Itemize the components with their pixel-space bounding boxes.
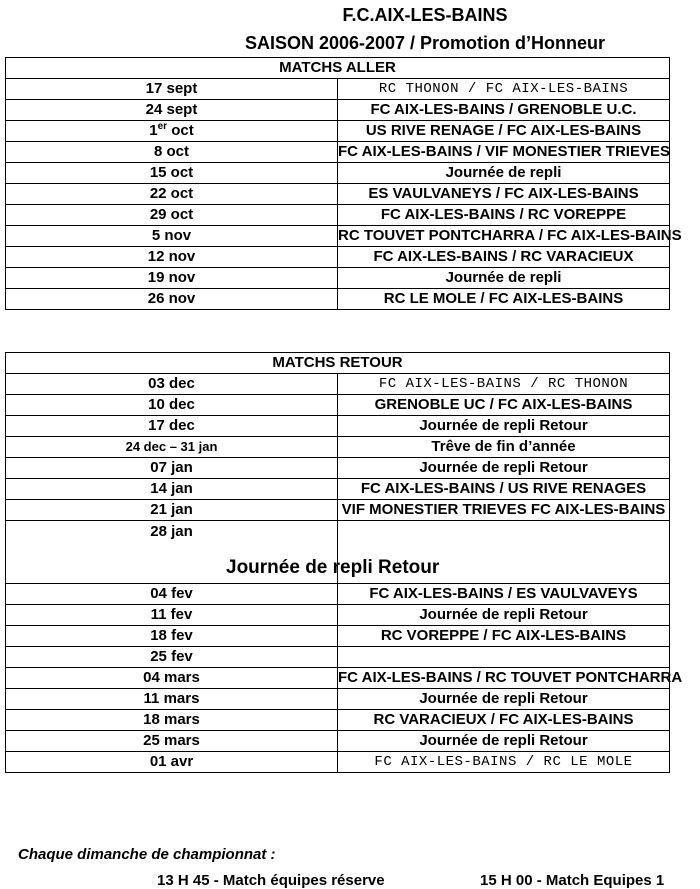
footer-times (0, 872, 700, 888)
table-row (6, 226, 670, 247)
match-teams: GRENOBLE UC / FC AIX-LES-BAINS (338, 395, 670, 416)
match-teams: RC LE MOLE / FC AIX-LES-BAINS (338, 289, 670, 310)
match-date: 21 jan (6, 500, 338, 521)
match-teams: FC AIX-LES-BAINS / RC LE MOLE (338, 752, 670, 773)
match-date: 25 fev (6, 647, 338, 668)
match-date: 04 mars (6, 668, 338, 689)
table-row (6, 626, 670, 647)
first-team-time: 15 H 00 - Match Equipes 1 (480, 872, 665, 889)
match-date: 12 nov (6, 247, 338, 268)
table-row (6, 521, 670, 584)
match-date: 15 oct (6, 163, 338, 184)
table-row (6, 184, 670, 205)
match-date: 22 oct (6, 184, 338, 205)
table-row (6, 374, 670, 395)
match-teams: RC VOREPPE / FC AIX-LES-BAINS (338, 626, 670, 647)
table-row (6, 100, 670, 121)
match-teams: Journée de repli (338, 163, 670, 184)
table-row (6, 605, 670, 626)
table-row (6, 731, 670, 752)
club-title: F.C.AIX-LES-BAINS (342, 5, 508, 25)
match-teams: FC AIX-LES-BAINS / ES VAULVAVEYS (338, 584, 670, 605)
match-date: 10 dec (6, 395, 338, 416)
match-teams: FC AIX-LES-BAINS / RC VARACIEUX (338, 247, 670, 268)
table-row (6, 710, 670, 731)
section-title-aller: MATCHS ALLER (6, 58, 670, 79)
table-row (6, 458, 670, 479)
match-teams: FC AIX-LES-BAINS / VIF MONESTIER TRIEVES (338, 142, 670, 163)
table-row (6, 647, 670, 668)
matchs-aller-table (5, 57, 682, 310)
table-row (6, 395, 670, 416)
match-date: 5 nov (6, 226, 338, 247)
match-teams: ES VAULVANEYS / FC AIX-LES-BAINS (338, 184, 670, 205)
match-teams: Journée de repli Retour (338, 731, 670, 752)
section-header-row (6, 58, 670, 79)
footer-intro: Chaque dimanche de championnat : (18, 846, 276, 863)
date-month: oct (167, 122, 194, 139)
match-date: 19 nov (6, 268, 338, 289)
match-teams: Journée de repli Retour (338, 689, 670, 710)
table-row (6, 163, 670, 184)
matchs-retour-table (5, 352, 683, 773)
table-row (6, 121, 670, 142)
match-teams: FC AIX-LES-BAINS / RC TOUVET PONTCHARRA (338, 668, 670, 689)
date-day: 1 (149, 122, 158, 139)
match-date: 8 oct (6, 142, 338, 163)
table-row (6, 416, 670, 437)
table-row (6, 584, 670, 605)
season-title: SAISON 2006-2007 / Promotion d’Honneur (244, 33, 606, 53)
table-row (6, 247, 670, 268)
match-date: 29 oct (6, 205, 338, 226)
match-date: 18 mars (6, 710, 338, 731)
table-row (6, 268, 670, 289)
match-teams: Trêve de fin d’année (338, 437, 670, 458)
match-teams: Journée de repli Retour (338, 416, 670, 437)
match-teams: RC TOUVET PONTCHARRA / FC AIX-LES-BAINS (338, 226, 670, 247)
table-row (6, 479, 670, 500)
match-teams: US RIVE RENAGE / FC AIX-LES-BAINS (338, 121, 670, 142)
match-teams: RC THONON / FC AIX-LES-BAINS (338, 79, 670, 100)
match-date: 24 dec – 31 jan (6, 437, 338, 458)
repli-label: Journée de repli Retour (226, 557, 440, 578)
match-date: 28 jan (6, 521, 338, 584)
table-row (6, 437, 670, 458)
match-date: 24 sept (6, 100, 338, 121)
match-date: 18 fev (6, 626, 338, 647)
reserve-time: 13 H 45 - Match équipes réserve (157, 872, 385, 889)
table-row (6, 689, 670, 710)
table-row (6, 289, 670, 310)
match-date: 07 jan (6, 458, 338, 479)
match-date: 04 fev (6, 584, 338, 605)
match-date: 03 dec (6, 374, 338, 395)
match-teams (338, 647, 670, 668)
date-ordinal: er (157, 121, 168, 132)
match-teams: Journée de repli Retour (338, 605, 670, 626)
match-date (6, 121, 338, 142)
table-row (6, 668, 670, 689)
match-teams: VIF MONESTIER TRIEVES FC AIX-LES-BAINS (338, 500, 670, 521)
match-date: 11 mars (6, 689, 338, 710)
match-teams: Journée de repli (338, 268, 670, 289)
match-teams: FC AIX-LES-BAINS / RC VOREPPE (338, 205, 670, 226)
match-date: 14 jan (6, 479, 338, 500)
section-header-row (6, 353, 670, 374)
match-teams (226, 521, 670, 584)
match-date: 25 mars (6, 731, 338, 752)
match-teams: FC AIX-LES-BAINS / RC THONON (338, 374, 670, 395)
match-date: 01 avr (6, 752, 338, 773)
table-row (6, 500, 670, 521)
match-date: 11 fev (6, 605, 338, 626)
table-row (6, 205, 670, 226)
match-teams: FC AIX-LES-BAINS / GRENOBLE U.C. (338, 100, 670, 121)
match-teams: RC VARACIEUX / FC AIX-LES-BAINS (338, 710, 670, 731)
match-date: 26 nov (6, 289, 338, 310)
match-date: 17 dec (6, 416, 338, 437)
section-title-retour: MATCHS RETOUR (6, 353, 670, 374)
match-teams: FC AIX-LES-BAINS / US RIVE RENAGES (338, 479, 670, 500)
match-date: 17 sept (6, 79, 338, 100)
table-row (6, 142, 670, 163)
table-row (6, 752, 670, 773)
match-teams: Journée de repli Retour (338, 458, 670, 479)
table-row (6, 79, 670, 100)
